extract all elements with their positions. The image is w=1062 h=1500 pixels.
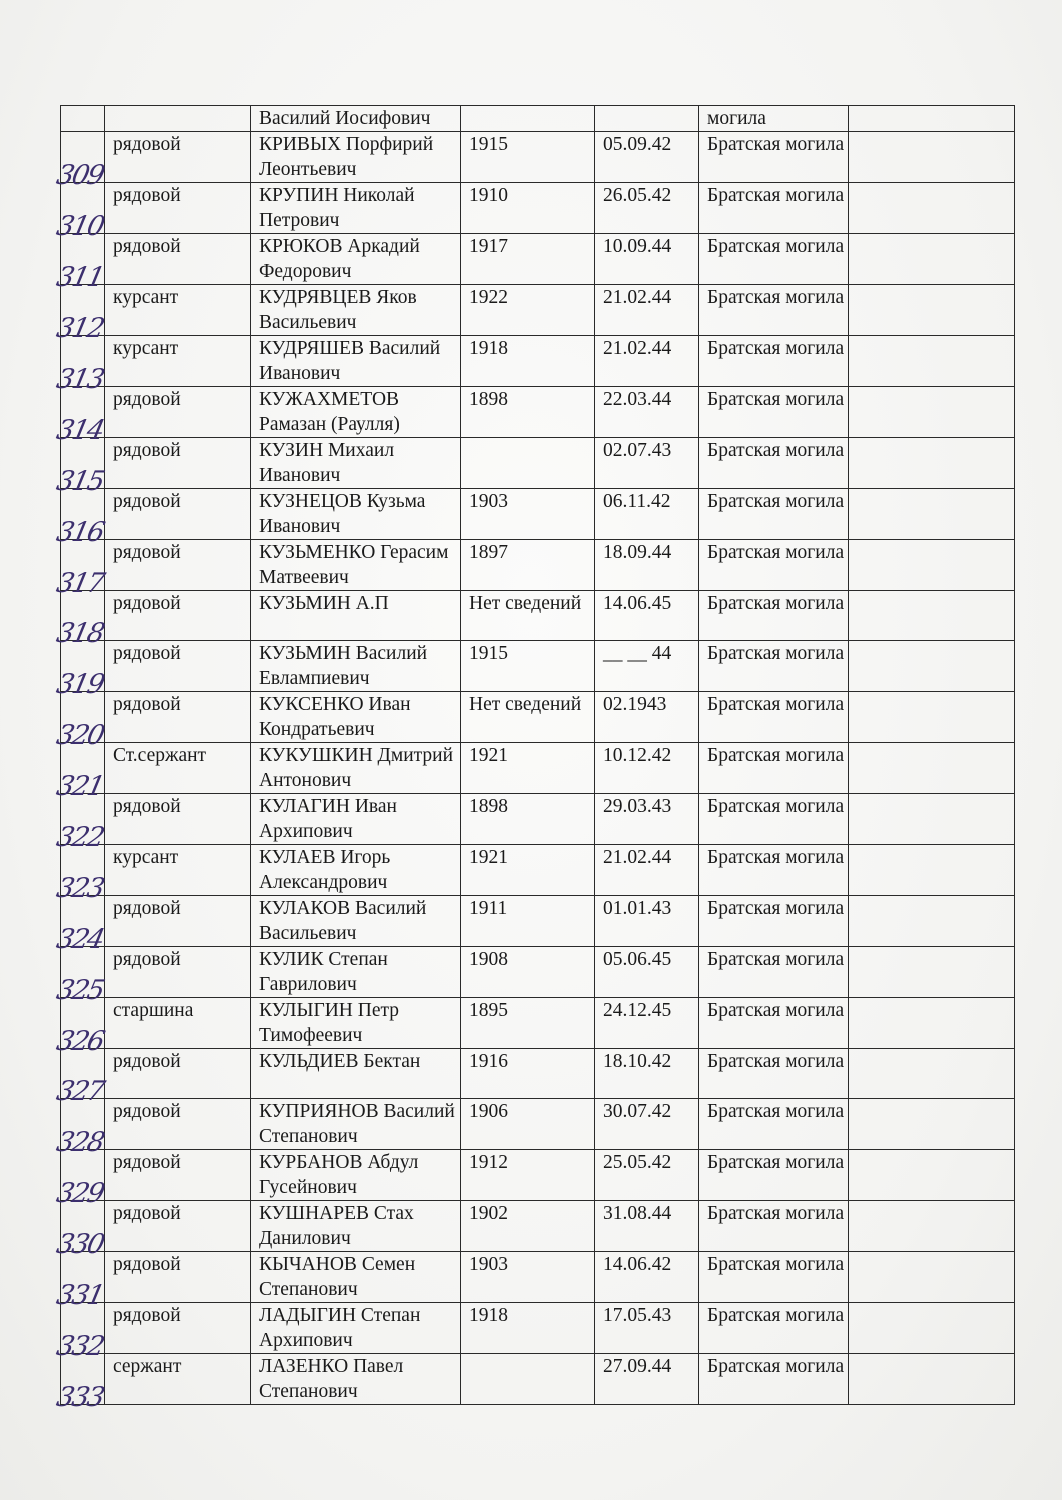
date-cell: 24.12.45	[595, 998, 699, 1049]
burial-cell: могила	[699, 106, 849, 132]
note-cell	[849, 540, 1015, 591]
table-row	[61, 998, 1015, 1049]
table-row	[61, 438, 1015, 489]
year-cell: 1898	[461, 794, 595, 845]
handwritten-number: 332	[53, 1331, 106, 1362]
year-cell: 1921	[461, 743, 595, 794]
note-cell	[849, 1099, 1015, 1150]
handwritten-number: 324	[53, 924, 106, 955]
note-cell	[849, 106, 1015, 132]
year-cell: Нет сведений	[461, 591, 595, 641]
handwritten-number: 322	[53, 822, 106, 853]
date-cell: 14.06.45	[595, 591, 699, 641]
burial-cell: Братская могила	[699, 947, 849, 998]
note-cell	[849, 438, 1015, 489]
handwritten-number: 325	[53, 975, 106, 1006]
name-cell: КУЛЫГИН Петр Тимофеевич	[251, 998, 461, 1049]
table-row	[61, 1049, 1015, 1099]
rank-cell: рядовой	[105, 183, 251, 234]
rank-cell: рядовой	[105, 438, 251, 489]
table-row	[61, 132, 1015, 183]
rank-cell: рядовой	[105, 540, 251, 591]
burial-cell: Братская могила	[699, 692, 849, 743]
year-cell: 1911	[461, 896, 595, 947]
burial-cell: Братская могила	[699, 540, 849, 591]
handwritten-number: 323	[53, 873, 106, 904]
note-cell	[849, 234, 1015, 285]
date-cell: 26.05.42	[595, 183, 699, 234]
handwritten-number: 329	[53, 1178, 106, 1209]
note-cell	[849, 998, 1015, 1049]
handwritten-number: 312	[53, 313, 106, 344]
table-row	[61, 183, 1015, 234]
name-cell: КРЮКОВ Аркадий Федорович	[251, 234, 461, 285]
handwritten-number: 313	[53, 364, 106, 395]
date-cell	[595, 106, 699, 132]
num-cell	[53, 641, 106, 700]
table-row	[61, 1252, 1015, 1303]
date-cell: 21.02.44	[595, 285, 699, 336]
table-row	[61, 947, 1015, 998]
table-row	[61, 692, 1015, 743]
note-cell	[849, 132, 1015, 183]
year-cell: 1921	[461, 845, 595, 896]
note-cell	[849, 1252, 1015, 1303]
num-cell	[53, 1303, 106, 1362]
num-cell	[53, 132, 106, 191]
rank-cell: рядовой	[105, 1252, 251, 1303]
handwritten-number: 318	[53, 618, 106, 649]
handwritten-number: 316	[53, 517, 106, 548]
year-cell: 1918	[461, 336, 595, 387]
rank-cell: рядовой	[105, 489, 251, 540]
date-cell: 02.1943	[595, 692, 699, 743]
table-row	[61, 1201, 1015, 1252]
burial-cell: Братская могила	[699, 845, 849, 896]
handwritten-number: 326	[53, 1026, 106, 1057]
burial-cell: Братская могила	[699, 489, 849, 540]
table-row	[61, 1150, 1015, 1201]
rank-cell: Ст.сержант	[105, 743, 251, 794]
name-cell: КУПРИЯНОВ Василий Степанович	[251, 1099, 461, 1150]
burial-cell: Братская могила	[699, 234, 849, 285]
handwritten-number: 320	[53, 720, 106, 751]
name-cell: КУДРЯВЦЕВ Яков Васильевич	[251, 285, 461, 336]
name-cell: ЛАДЫГИН Степан Архипович	[251, 1303, 461, 1354]
handwritten-number: 310	[53, 211, 106, 242]
name-cell: КУЗЬМЕНКО Герасим Матвеевич	[251, 540, 461, 591]
handwritten-number: 328	[53, 1127, 106, 1158]
table-row	[61, 845, 1015, 896]
handwritten-number: 311	[53, 262, 106, 293]
num-cell	[53, 540, 106, 599]
note-cell	[849, 794, 1015, 845]
num-cell	[53, 794, 106, 853]
num-cell	[53, 1150, 106, 1209]
rank-cell: старшина	[105, 998, 251, 1049]
name-cell: КУКСЕНКО Иван Кондратьевич	[251, 692, 461, 743]
name-cell: КУДРЯШЕВ Василий Иванович	[251, 336, 461, 387]
name-cell: КУЛАЕВ Игорь Александрович	[251, 845, 461, 896]
table-row	[61, 794, 1015, 845]
handwritten-number: 321	[53, 771, 106, 802]
num-cell	[53, 1099, 106, 1158]
table-row	[61, 489, 1015, 540]
table-row-continued	[61, 106, 1015, 132]
date-cell: 14.06.42	[595, 1252, 699, 1303]
rank-cell: рядовой	[105, 234, 251, 285]
burial-cell: Братская могила	[699, 387, 849, 438]
burial-cell: Братская могила	[699, 1150, 849, 1201]
year-cell: 1922	[461, 285, 595, 336]
date-cell: 31.08.44	[595, 1201, 699, 1252]
date-cell: 17.05.43	[595, 1303, 699, 1354]
burial-cell: Братская могила	[699, 1354, 849, 1405]
num-cell	[53, 998, 106, 1057]
num-cell	[53, 438, 106, 497]
year-cell: 1918	[461, 1303, 595, 1354]
num-cell	[61, 106, 105, 132]
year-cell: 1897	[461, 540, 595, 591]
year-cell: 1912	[461, 1150, 595, 1201]
rank-cell: рядовой	[105, 1099, 251, 1150]
burial-cell: Братская могила	[699, 896, 849, 947]
name-cell: КУЗЬМИН А.П	[251, 591, 461, 641]
note-cell	[849, 183, 1015, 234]
note-cell	[849, 1201, 1015, 1252]
year-cell: 1895	[461, 998, 595, 1049]
name-cell: КУЛЬДИЕВ Бектан	[251, 1049, 461, 1099]
burial-cell: Братская могила	[699, 641, 849, 692]
name-cell: КУРБАНОВ Абдул Гусейнович	[251, 1150, 461, 1201]
num-cell	[53, 1049, 106, 1107]
table-row	[61, 1354, 1015, 1405]
rank-cell: рядовой	[105, 641, 251, 692]
year-cell	[461, 438, 595, 489]
rank-cell: рядовой	[105, 1150, 251, 1201]
rank-cell: рядовой	[105, 692, 251, 743]
register-body	[53, 106, 1015, 1413]
note-cell	[849, 387, 1015, 438]
handwritten-number: 331	[53, 1280, 106, 1311]
handwritten-number: 333	[53, 1382, 106, 1413]
table-row	[61, 641, 1015, 692]
burial-cell: Братская могила	[699, 998, 849, 1049]
rank-cell: рядовой	[105, 1303, 251, 1354]
date-cell: 21.02.44	[595, 845, 699, 896]
date-cell: 06.11.42	[595, 489, 699, 540]
rank-cell: сержант	[105, 1354, 251, 1405]
date-cell: 18.09.44	[595, 540, 699, 591]
year-cell: 1902	[461, 1201, 595, 1252]
note-cell	[849, 336, 1015, 387]
table-row	[61, 285, 1015, 336]
name-cell: КУЗЬМИН Василий Евлампиевич	[251, 641, 461, 692]
year-cell: 1915	[461, 641, 595, 692]
burial-cell: Братская могила	[699, 336, 849, 387]
year-cell	[461, 106, 595, 132]
table-row	[61, 591, 1015, 641]
burial-cell: Братская могила	[699, 132, 849, 183]
note-cell	[849, 845, 1015, 896]
name-cell: КУКУШКИН Дмитрий Антонович	[251, 743, 461, 794]
note-cell	[849, 896, 1015, 947]
num-cell	[53, 692, 106, 751]
year-cell: 1917	[461, 234, 595, 285]
note-cell	[849, 641, 1015, 692]
num-cell	[53, 1201, 106, 1260]
year-cell: 1903	[461, 1252, 595, 1303]
num-cell	[53, 285, 106, 344]
name-cell: КУЛАГИН Иван Архипович	[251, 794, 461, 845]
date-cell: 30.07.42	[595, 1099, 699, 1150]
name-cell: КУЛИК Степан Гаврилович	[251, 947, 461, 998]
rank-cell: курсант	[105, 285, 251, 336]
note-cell	[849, 489, 1015, 540]
year-cell: 1916	[461, 1049, 595, 1099]
name-cell: Василий Иосифович	[251, 106, 461, 132]
year-cell	[461, 1354, 595, 1405]
date-cell: 27.09.44	[595, 1354, 699, 1405]
note-cell	[849, 1303, 1015, 1354]
date-cell: 22.03.44	[595, 387, 699, 438]
rank-cell: рядовой	[105, 947, 251, 998]
year-cell: 1906	[461, 1099, 595, 1150]
handwritten-number: 330	[53, 1229, 106, 1260]
rank-cell: рядовой	[105, 896, 251, 947]
handwritten-number: 327	[53, 1076, 106, 1107]
year-cell: 1915	[461, 132, 595, 183]
num-cell	[53, 336, 106, 395]
rank-cell: рядовой	[105, 591, 251, 641]
date-cell: 05.06.45	[595, 947, 699, 998]
burial-cell: Братская могила	[699, 743, 849, 794]
rank-cell: рядовой	[105, 1201, 251, 1252]
date-cell: __ __ 44	[595, 641, 699, 692]
date-cell: 02.07.43	[595, 438, 699, 489]
year-cell: 1908	[461, 947, 595, 998]
name-cell: КУЗНЕЦОВ Кузьма Иванович	[251, 489, 461, 540]
num-cell	[53, 234, 106, 293]
note-cell	[849, 947, 1015, 998]
note-cell	[849, 692, 1015, 743]
rank-cell: рядовой	[105, 132, 251, 183]
rank-cell: рядовой	[105, 1049, 251, 1099]
num-cell	[53, 896, 106, 955]
burial-cell: Братская могила	[699, 438, 849, 489]
burial-cell: Братская могила	[699, 591, 849, 641]
date-cell: 21.02.44	[595, 336, 699, 387]
name-cell: КУЛАКОВ Василий Васильевич	[251, 896, 461, 947]
note-cell	[849, 1354, 1015, 1405]
burial-cell: Братская могила	[699, 1303, 849, 1354]
name-cell: КРИВЫХ Порфирий Леонтьевич	[251, 132, 461, 183]
handwritten-number: 317	[53, 568, 106, 599]
burial-register-table	[53, 105, 1015, 1413]
date-cell: 29.03.43	[595, 794, 699, 845]
handwritten-number: 315	[53, 466, 106, 497]
table-row	[61, 540, 1015, 591]
num-cell	[53, 947, 106, 1006]
name-cell: КРУПИН Николай Петрович	[251, 183, 461, 234]
num-cell	[53, 183, 106, 242]
date-cell: 25.05.42	[595, 1150, 699, 1201]
num-cell	[53, 387, 106, 446]
year-cell: 1910	[461, 183, 595, 234]
table-row	[61, 336, 1015, 387]
table-row	[61, 387, 1015, 438]
table-row	[61, 1099, 1015, 1150]
num-cell	[53, 1354, 106, 1413]
rank-cell	[105, 106, 251, 132]
num-cell	[53, 591, 106, 649]
burial-cell: Братская могила	[699, 1252, 849, 1303]
date-cell: 10.12.42	[595, 743, 699, 794]
note-cell	[849, 285, 1015, 336]
burial-cell: Братская могила	[699, 1201, 849, 1252]
year-cell: 1898	[461, 387, 595, 438]
note-cell	[849, 1049, 1015, 1099]
note-cell	[849, 1150, 1015, 1201]
year-cell: 1903	[461, 489, 595, 540]
burial-cell: Братская могила	[699, 285, 849, 336]
num-cell	[53, 845, 106, 904]
table-row	[61, 896, 1015, 947]
date-cell: 01.01.43	[595, 896, 699, 947]
rank-cell: курсант	[105, 845, 251, 896]
date-cell: 18.10.42	[595, 1049, 699, 1099]
date-cell: 05.09.42	[595, 132, 699, 183]
burial-cell: Братская могила	[699, 1049, 849, 1099]
handwritten-number: 309	[53, 160, 106, 191]
num-cell	[53, 489, 106, 548]
handwritten-number: 314	[53, 415, 106, 446]
rank-cell: рядовой	[105, 794, 251, 845]
name-cell: КЫЧАНОВ Семен Степанович	[251, 1252, 461, 1303]
name-cell: КУШНАРЕВ Стах Данилович	[251, 1201, 461, 1252]
handwritten-number: 319	[53, 669, 106, 700]
note-cell	[849, 743, 1015, 794]
burial-cell: Братская могила	[699, 794, 849, 845]
name-cell: КУЖАХМЕТОВ Рамазан (Раулля)	[251, 387, 461, 438]
rank-cell: курсант	[105, 336, 251, 387]
num-cell	[53, 1252, 106, 1311]
note-cell	[849, 591, 1015, 641]
num-cell	[53, 743, 106, 802]
name-cell: КУЗИН Михаил Иванович	[251, 438, 461, 489]
date-cell: 10.09.44	[595, 234, 699, 285]
name-cell: ЛАЗЕНКО Павел Степанович	[251, 1354, 461, 1405]
table-row	[61, 743, 1015, 794]
burial-cell: Братская могила	[699, 183, 849, 234]
rank-cell: рядовой	[105, 387, 251, 438]
burial-cell: Братская могила	[699, 1099, 849, 1150]
year-cell: Нет сведений	[461, 692, 595, 743]
table-row	[61, 1303, 1015, 1354]
table-row	[61, 234, 1015, 285]
